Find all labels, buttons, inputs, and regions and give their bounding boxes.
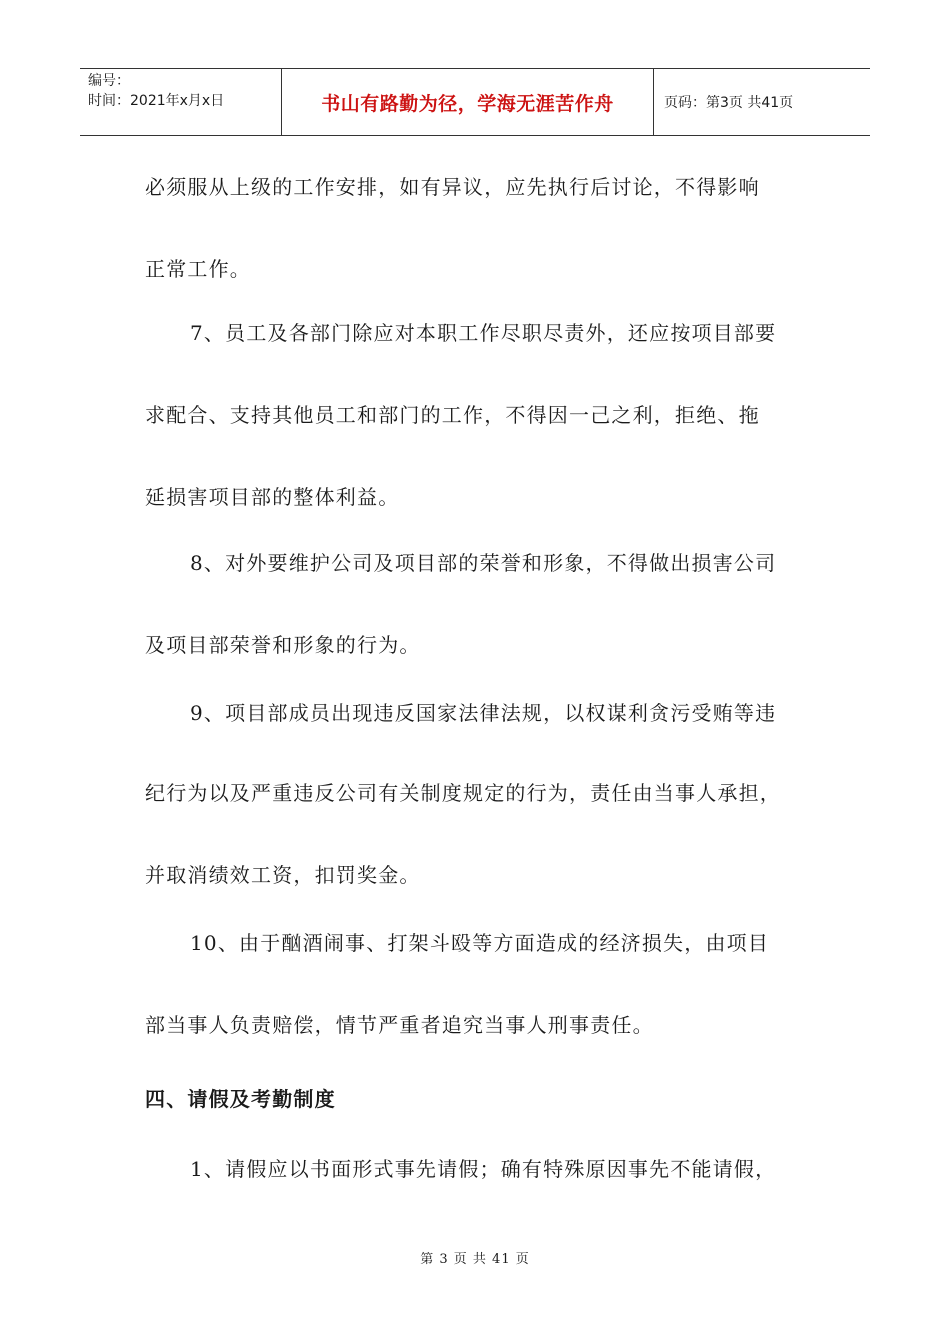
body-line: 部当事人负责赔偿，情节严重者追究当事人刑事责任。 xyxy=(145,1013,654,1037)
header-table xyxy=(80,68,870,136)
page-footer xyxy=(0,1248,950,1267)
body-line: 10、由于酗酒闹事、打架斗殴等方面造成的经济损失，由项目 xyxy=(190,931,770,955)
body-line: 9、项目部成员出现违反国家法律法规，以权谋利贪污受贿等违 xyxy=(190,701,777,725)
header-motto: 书山有路勤为径，学海无涯苦作舟 xyxy=(321,92,614,115)
body-line: 必须服从上级的工作安排，如有异议，应先执行后讨论，不得影响 xyxy=(145,175,760,199)
header-page-cell xyxy=(654,69,870,135)
body-line: 及项目部荣誉和形象的行为。 xyxy=(145,633,421,657)
header-motto-cell xyxy=(282,69,654,135)
header-page-info: 页码：第3页 共41页 xyxy=(664,95,794,111)
body-line: 并取消绩效工资，扣罚奖金。 xyxy=(145,863,421,887)
body-line: 正常工作。 xyxy=(145,257,251,281)
document-number-label: 编号： xyxy=(88,73,130,89)
footer-page-number: 第 3 页 共 41 页 xyxy=(420,1252,530,1267)
section-heading: 四、请假及考勤制度 xyxy=(145,1087,336,1111)
body-line: 7、员工及各部门除应对本职工作尽职尽责外，还应按项目部要 xyxy=(190,321,777,345)
body-line: 纪行为以及严重违反公司有关制度规定的行为，责任由当事人承担， xyxy=(145,781,781,805)
body-line: 8、对外要维护公司及项目部的荣誉和形象，不得做出损害公司 xyxy=(190,551,777,575)
header-meta-cell xyxy=(80,69,282,135)
body-line: 1、请假应以书面形式事先请假；确有特殊原因事先不能请假， xyxy=(190,1157,777,1181)
document-time-label: 时间：2021年x月x日 xyxy=(88,93,225,109)
body-line: 延损害项目部的整体利益。 xyxy=(145,485,400,509)
body-line: 求配合、支持其他员工和部门的工作，不得因一己之利，拒绝、拖 xyxy=(145,403,760,427)
